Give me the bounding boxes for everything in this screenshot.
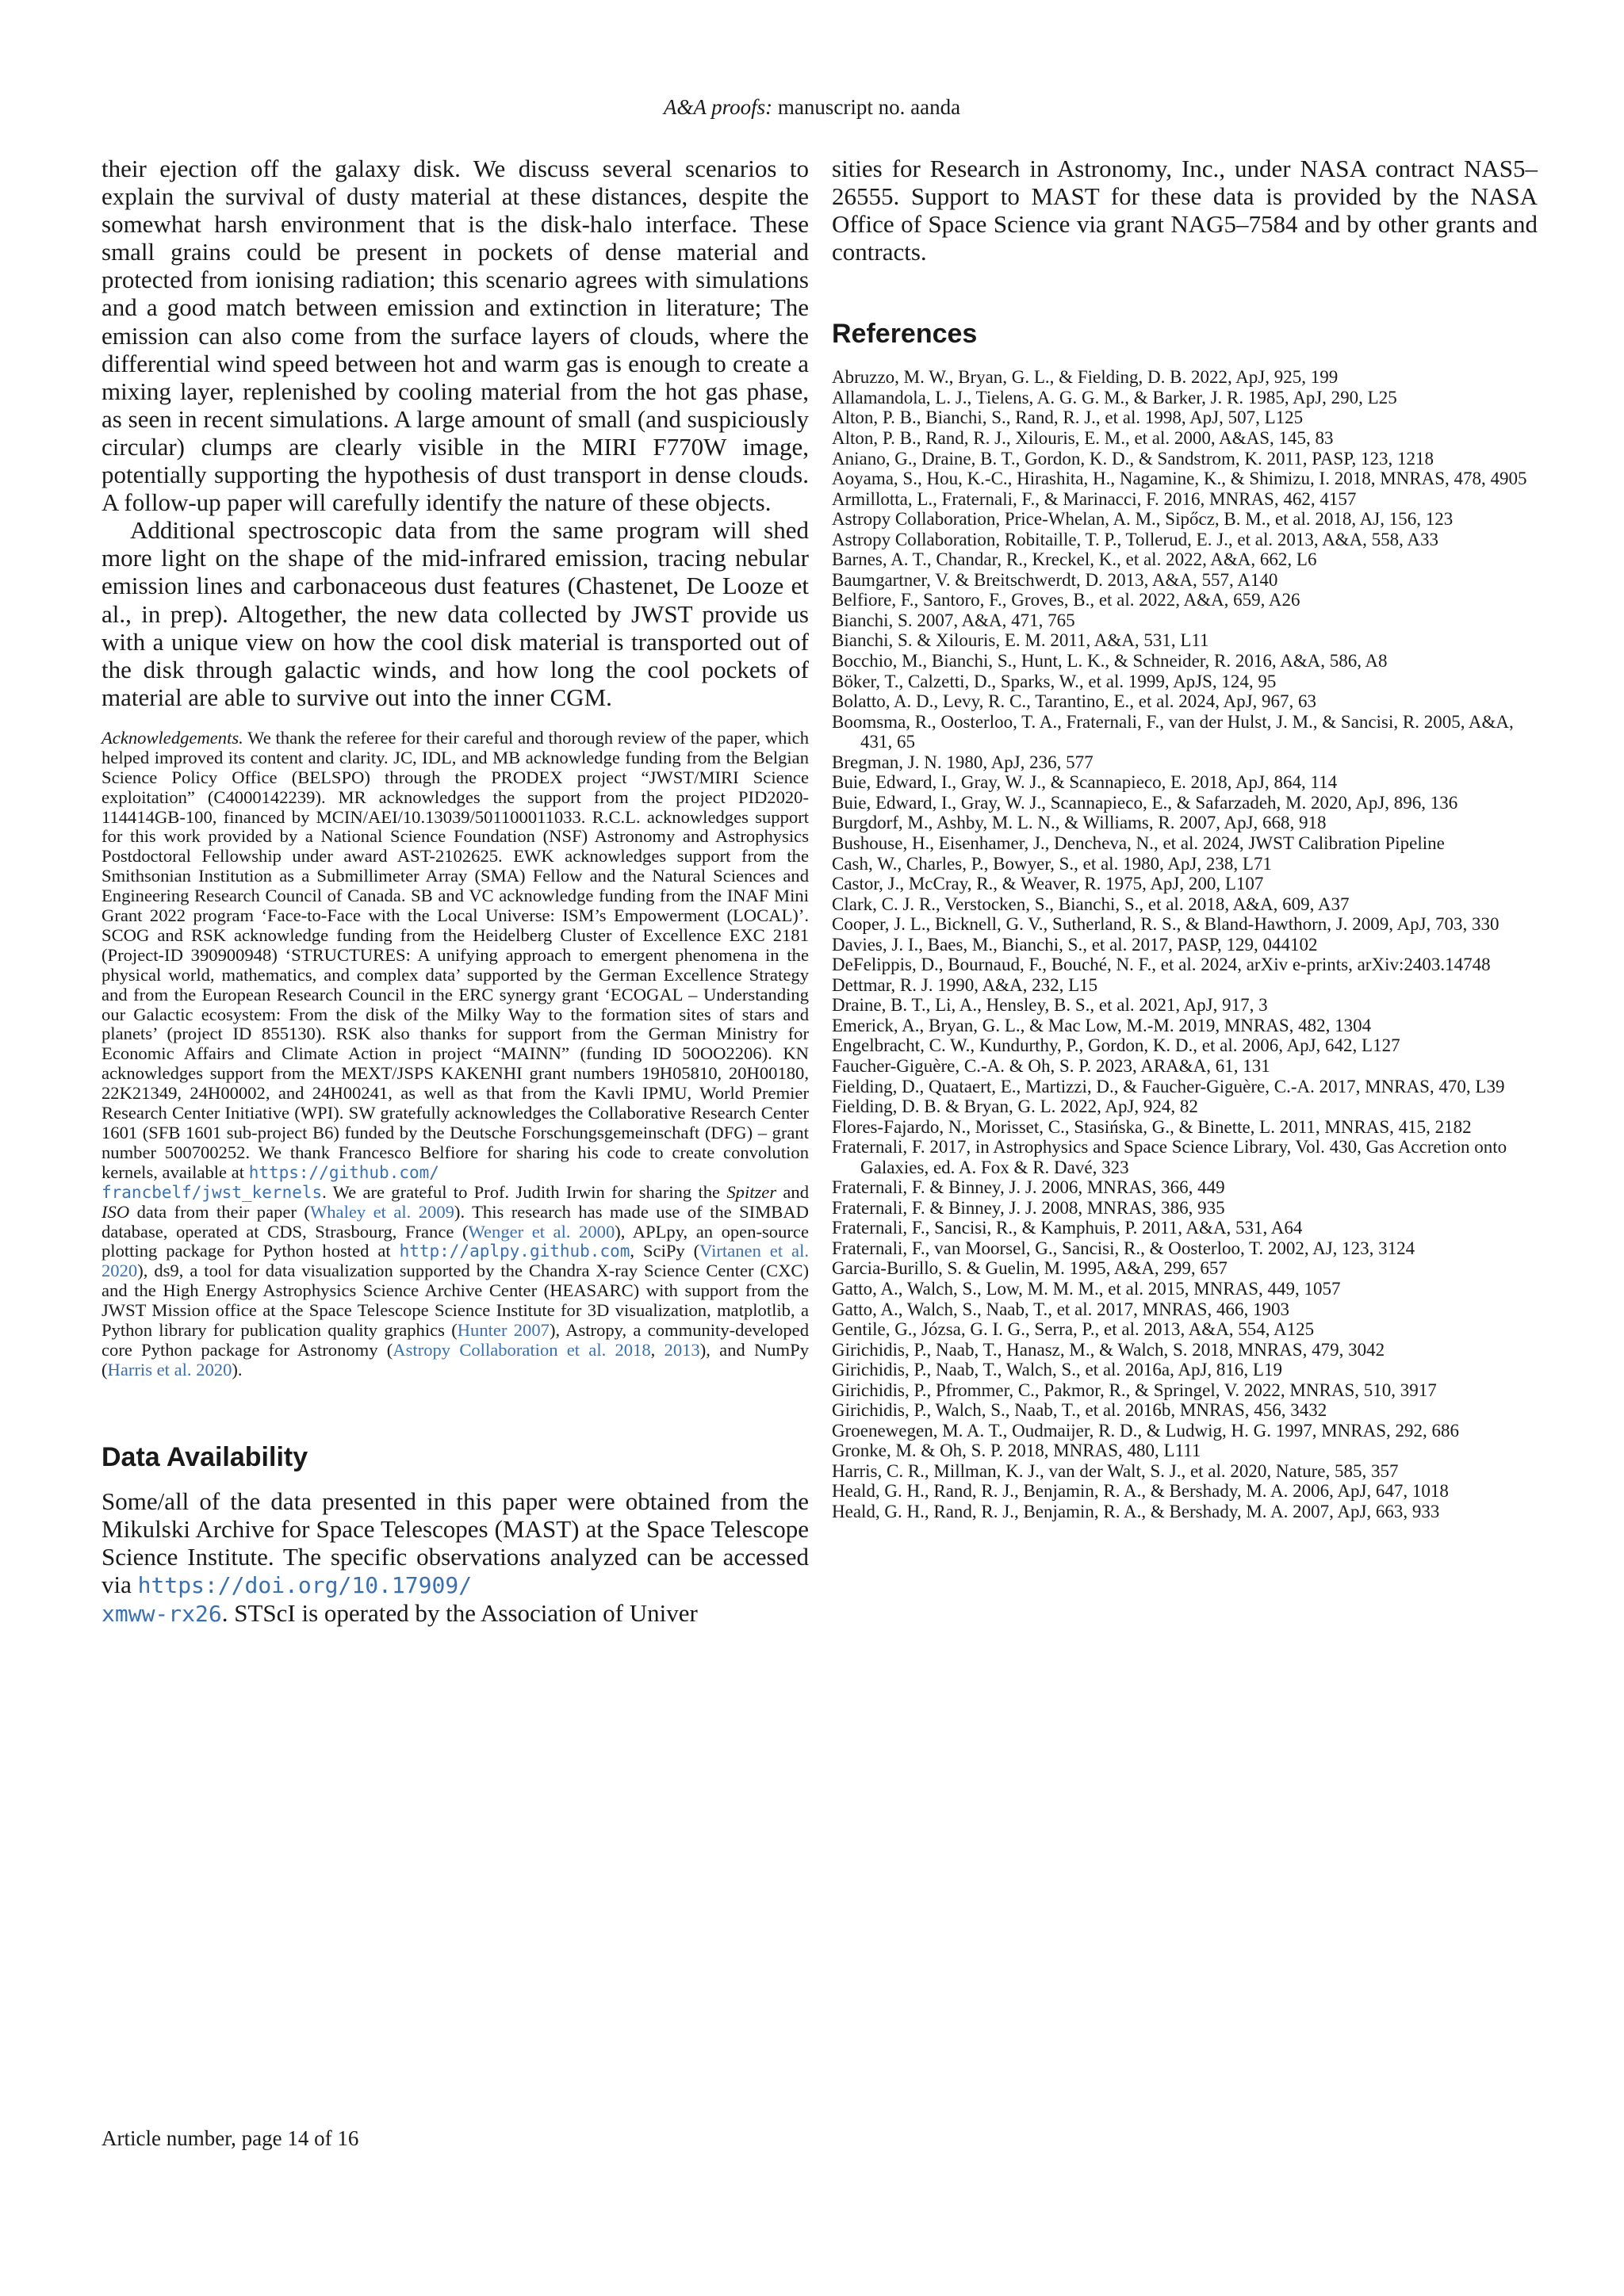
kernels-link[interactable]: https://github.com/ francbelf/jwst_kernels — [102, 1162, 439, 1202]
ack-text-1: We thank the referee for their careful and thorough review of the paper, which helped improved its content and clarity. JC, IDL, and MB acknowledge funding from the Belgian Science Policy Office (BELSPO) through the PRODEX project “JWST/MIRI Science exploitation” (C4000142239). MR acknowledges the support from the project PID2020-114414GB-100, financed by MCIN/AEI/10.13039/501100011033. R.C.L. acknowledges support for this work provided by a National Science Foundation (NSF) Astronomy and Astrophysics Postdoctoral Fellowship under award AST-2102625. EWK acknowledges support from the Smithsonian Institution as a Submillimeter Array (SMA) Fellow and the Natural Sciences and Engineering Research Council of Canada. SB and VC acknowledge funding from the INAF Mini Grant 2022 program ‘Face-to-Face with the Local Universe: ISM’s Empowerment (LOCAL)’. SCOG and RSK acknowledge funding from the Heidelberg Cluster of Excellence EXC 2181 (Project-ID 390900948) ‘STRUCTURES: A unifying approach to emergent phenomena in the physical world, mathematics, and complex data’ supported by the German Excellence Strategy and from the European Research Council in the ERC synergy grant ‘ECOGAL – Understanding our Galactic ecosystem: From the disk of the Milky Way to the formation sites of stars and planets’ (project ID 855130). RSK also thanks for support from the German Ministry for Economic Affairs and Climate Action in project “MAINN” (funding ID 50OO2206). KN acknowledges support from the MEXT/JSPS KAKENHI grant numbers 19H05810, 20H00180, 22K21349, 24H00002, and 24H00241, as well as that from the Kavli IPMU, World Premier Research Center Initiative (WPI). SW gratefully acknowledges the Collaborative Research Center 1601 (SFB 1601 sub-project B6) funded by the Deutsche Forschungsgemeinschaft (DFG) – grant number 500700252. We thank Francesco Belfiore for sharing his code to create convolution kernels, available at — [102, 727, 809, 1182]
journal-name: A&A proofs: — [663, 95, 773, 119]
reference-item: Castor, J., McCray, R., & Weaver, R. 1975, ApJ, 200, L107 — [832, 874, 1264, 894]
data-availability-paragraph: Some/all of the data presented in this paper were obtained from the Mikulski Archive for Space Telescopes (MAST) at the Space Telescope Science Institute. The specific observations analyzed can be accessed via https://doi.org/10.17909/ xmww-rx26. STScI is operated by the Association of Univer — [102, 1487, 809, 1628]
reference-item: Gentile, G., Józsa, G. I. G., Serra, P., et al. 2013, A&A, 554, A125 — [832, 1319, 1315, 1340]
ack-text-3: data from their paper ( — [129, 1201, 310, 1222]
reference-item: Fraternali, F. & Binney, J. J. 2006, MNRAS, 366, 449 — [832, 1177, 1225, 1198]
reference-item: Boomsma, R., Oosterloo, T. A., Fraternali, F., van der Hulst, J. M., & Sancisi, R. 2005, A&A, 431, 65 — [832, 711, 1514, 752]
reference-item: Cash, W., Charles, P., Bowyer, S., et al. 1980, ApJ, 238, L71 — [832, 853, 1272, 874]
reference-item: DeFelippis, D., Bournaud, F., Bouché, N. F., et al. 2024, arXiv e-prints, arXiv:2403.14748 — [832, 955, 1491, 975]
reference-item: Buie, Edward, I., Gray, W. J., Scannapieco, E., & Safarzadeh, M. 2020, ApJ, 896, 136 — [832, 792, 1458, 813]
reference-item: Cooper, J. L., Bicknell, G. V., Sutherland, R. S., & Bland-Hawthorn, J. 2009, ApJ, 703, 330 — [832, 914, 1500, 935]
left-column — [102, 155, 809, 1628]
citation-whaley[interactable]: Whaley et al. 2009 — [309, 1201, 454, 1222]
reference-item: Gatto, A., Walch, S., Naab, T., et al. 2017, MNRAS, 466, 1903 — [832, 1299, 1289, 1319]
reference-item: Aniano, G., Draine, B. T., Gordon, K. D., & Sandstrom, K. 2011, PASP, 123, 1218 — [832, 448, 1434, 469]
ack-text-5: ), APLpy, an open-source plotting package for Python hosted at — [102, 1221, 809, 1261]
reference-item: Draine, B. T., Li, A., Hensley, B. S., et al. 2021, ApJ, 917, 3 — [832, 995, 1268, 1016]
reference-item: Bianchi, S. 2007, A&A, 471, 765 — [832, 610, 1075, 630]
citation-harris[interactable]: Harris et al. 2020 — [107, 1359, 232, 1380]
manuscript-label: manuscript no. aanda — [772, 95, 961, 119]
acknowledgements: Acknowledgements. We thank the referee for their careful and thorough review of the paper, which helped improved its content and clarity. JC, IDL, and MB acknowledge funding from the Belgian Science Policy Office (BELSPO) through the PRODEX project “JWST/MIRI Science exploitation” (C4000142239). MR acknowledges the support from the project PID2020-114414GB-100, financed by MCIN/AEI/10.13039/501100011033. R.C.L. acknowledges support for this work provided by a National Science Foundation (NSF) Astronomy and Astrophysics Postdoctoral Fellowship under award AST-2102625. EWK acknowledges support from the Smithsonian Institution as a Submillimeter Array (SMA) Fellow and the Natural Sciences and Engineering Research Council of Canada. SB and VC acknowledge funding from the INAF Mini Grant 2022 program ‘Face-to-Face with the Local Universe: ISM’s Empowerment (LOCAL)’. SCOG and RSK acknowledge funding from the Heidelberg Cluster of Excellence EXC 2181 (Project-ID 390900948) ‘STRUCTURES: A unifying approach to emergent phenomena in the physical world, mathematics, and complex data’ supported by the German Excellence Strategy and from the European Research Council in the ERC synergy grant ‘ECOGAL – Understanding our Galactic ecosystem: From the disk of the Milky Way to the formation sites of stars and planets’ (project ID 855130). RSK also thanks for support from the German Ministry for Economic Affairs and Climate Action in project “MAINN” (funding ID 50OO2206). KN acknowledges support from the MEXT/JSPS KAKENHI grant numbers 19H05810, 20H00180, 22K21349, 24H00002, and 24H00241, as well as that from the Kavli IPMU, World Premier Research Center Initiative (WPI). SW gratefully acknowledges the Collaborative Research Center 1601 (SFB 1601 sub-project B6) funded by the Deutsche Forschungsgemeinschaft (DFG) – grant number 500700252. We thank Francesco Belfiore for sharing his code to create convolution kernels, available at https://github.com/ francbelf/jwst_kernels. We are grateful to Prof. Judith Irwin for sharing the Spitzer and ISO data from their paper (Whaley et al. 2009). This research has made use of the SIMBAD database, operated at CDS, Strasbourg, France (Wenger et al. 2000), APLpy, an open-source plotting package for Python hosted at http://aplpy.github.com, SciPy (Virtanen et al. 2020), ds9, a tool for data visualization supported by the Chandra X-ray Science Center (CXC) and the High Energy Astrophysics Science Archive Center (HEASARC) with support from the JWST Mission office at the Space Telescope Science Institute for 3D visualization, matplotlib, a Python library for publication quality graphics (Hunter 2007), Astropy, a community-developed core Python package for Astronomy (Astropy Collaboration et al. 2018, 2013), and NumPy (Harris et al. 2020). — [102, 727, 810, 1380]
reference-item: Clark, C. J. R., Verstocken, S., Bianchi, S., et al. 2018, A&A, 609, A37 — [832, 894, 1350, 914]
reference-item: Abruzzo, M. W., Bryan, G. L., & Fielding, D. B. 2022, ApJ, 925, 199 — [832, 367, 1339, 388]
reference-item: Engelbracht, C. W., Kundurthy, P., Gordon, K. D., et al. 2006, ApJ, 642, L127 — [832, 1035, 1400, 1056]
reference-item: Baumgartner, V. & Breitschwerdt, D. 2013, A&A, 557, A140 — [832, 569, 1278, 590]
ack-text-2: . We are grateful to Prof. Judith Irwin for sharing the — [322, 1181, 727, 1202]
reference-item: Böker, T., Calzetti, D., Sparks, W., et al. 1999, ApJS, 124, 95 — [832, 671, 1277, 691]
acknowledgements-heading: Acknowledgements. — [102, 727, 243, 748]
reference-item: Flores-Fajardo, N., Morisset, C., Stasińska, G., & Binette, L. 2011, MNRAS, 415, 2182 — [832, 1116, 1472, 1137]
reference-item: Emerick, A., Bryan, G. L., & Mac Low, M.-M. 2019, MNRAS, 482, 1304 — [832, 1015, 1372, 1035]
reference-item: Girichidis, P., Naab, T., Walch, S., et al. 2016a, ApJ, 816, L19 — [832, 1360, 1282, 1380]
reference-item: Belfiore, F., Santoro, F., Groves, B., et al. 2022, A&A, 659, A26 — [832, 590, 1300, 610]
reference-item: Fraternali, F. & Binney, J. J. 2008, MNRAS, 386, 935 — [832, 1197, 1225, 1218]
citation-hunter[interactable]: Hunter 2007 — [457, 1320, 550, 1341]
reference-item: Aoyama, S., Hou, K.-C., Hirashita, H., Nagamine, K., & Shimizu, I. 2018, MNRAS, 478, 4905 — [832, 469, 1527, 489]
reference-item: Astropy Collaboration, Robitaille, T. P., Tollerud, E. J., et al. 2013, A&A, 558, A33 — [832, 529, 1439, 549]
reference-item: Dettmar, R. J. 1990, A&A, 232, L15 — [832, 974, 1098, 995]
ack-text-7: ), ds9, a tool for data visualization supported by the Chandra X-ray Science Center (CXC) and the High Energy Astrophysics Science Archive Center (HEASARC) with support from the JWST Mission office at the Space Telescope Science Institute for 3D visualization, matplotlib, a Python library for publication quality graphics ( — [102, 1261, 809, 1341]
references-list — [832, 367, 1538, 1521]
reference-item: Bianchi, S. & Xilouris, E. M. 2011, A&A, 531, L11 — [832, 630, 1209, 651]
reference-item: Gronke, M. & Oh, S. P. 2018, MNRAS, 480, L111 — [832, 1441, 1201, 1461]
reference-item: Burgdorf, M., Ashby, M. L. N., & Williams, R. 2007, ApJ, 668, 918 — [832, 813, 1327, 833]
data-availability-continuation: sities for Research in Astronomy, Inc., under NASA contract NAS5–26555. Support to MAST for these data is provided by the NASA Office of Space Science via grant NAG5–7584 and by other grants and contracts. — [832, 155, 1538, 266]
citation-astropy-2018[interactable]: Astropy Collaboration et al. 2018 — [393, 1339, 651, 1360]
reference-item: Barnes, A. T., Chandar, R., Kreckel, K., et al. 2022, A&A, 662, L6 — [832, 549, 1317, 570]
reference-item: Bolatto, A. D., Levy, R. C., Tarantino, E., et al. 2024, ApJ, 967, 63 — [832, 691, 1317, 712]
references-heading: References — [832, 319, 978, 350]
reference-item: Gatto, A., Walch, S., Low, M. M. M., et al. 2015, MNRAS, 449, 1057 — [832, 1278, 1341, 1299]
reference-item: Allamandola, L. J., Tielens, A. G. G. M., & Barker, J. R. 1985, ApJ, 290, L25 — [832, 387, 1397, 408]
reference-item: Fielding, D. B. & Bryan, G. L. 2022, ApJ, 924, 82 — [832, 1096, 1198, 1117]
reference-item: Heald, G. H., Rand, R. J., Benjamin, R. A., & Bershady, M. A. 2007, ApJ, 663, 933 — [832, 1502, 1440, 1521]
reference-item: Alton, P. B., Rand, R. J., Xilouris, E. M., et al. 2000, A&AS, 145, 83 — [832, 428, 1334, 449]
reference-item: Garcia-Burillo, S. & Guelin, M. 1995, A&A, 299, 657 — [832, 1258, 1228, 1279]
ack-text-10: ). — [232, 1359, 243, 1380]
ack-text-4: ). This research has made use of the SIMBAD database, operated at CDS, Strasbourg, France ( — [102, 1201, 809, 1242]
reference-item: Faucher-Giguère, C.-A. & Oh, S. P. 2023, ARA&A, 61, 131 — [832, 1055, 1270, 1076]
ack-text-9: ), and NumPy ( — [102, 1339, 809, 1380]
reference-item: Fraternali, F., Sancisi, R., & Kamphuis, P. 2011, A&A, 531, A64 — [832, 1218, 1303, 1238]
reference-item: Fraternali, F. 2017, in Astrophysics and Space Science Library, Vol. 430, Gas Accretion onto Galaxies, ed. A. Fox & R. Davé, 323 — [832, 1137, 1507, 1177]
reference-item: Girichidis, P., Pfrommer, C., Pakmor, R., & Springel, V. 2022, MNRAS, 510, 3917 — [832, 1380, 1437, 1400]
citation-virtanen[interactable]: Virtanen et al. 2020 — [102, 1241, 809, 1281]
ack-text-8: ), Astropy, a community-developed core Python package for Astronomy ( — [102, 1320, 810, 1360]
reference-item: Fraternali, F., van Moorsel, G., Sancisi, R., & Oosterloo, T. 2002, AJ, 123, 3124 — [832, 1238, 1415, 1258]
reference-item: Fielding, D., Quataert, E., Martizzi, D., & Faucher-Giguère, C.-A. 2017, MNRAS, 470, L39 — [832, 1076, 1505, 1096]
reference-item: Bocchio, M., Bianchi, S., Hunt, L. K., & Schneider, R. 2016, A&A, 586, A8 — [832, 651, 1388, 672]
reference-item: Girichidis, P., Walch, S., Naab, T., et al. 2016b, MNRAS, 456, 3432 — [832, 1400, 1327, 1421]
aplpy-link[interactable]: http://aplpy.github.com — [399, 1242, 630, 1261]
reference-item: Buie, Edward, I., Gray, W. J., & Scannapieco, E. 2018, ApJ, 864, 114 — [832, 772, 1338, 793]
spitzer-label: Spitzer — [726, 1181, 777, 1202]
conclusion-paragraph-1: their ejection off the galaxy disk. We discuss several scenarios to explain the survival of dusty material at these distances, despite the somewhat harsh environment that is the disk-halo interface. These small grains could be present in pockets of dense material and protected from ionising radiation; this scenario agrees with simulations and a good match between emission and extinction in literature; The emission can also come from the surface layers of clouds, where the differential wind speed between hot and warm gas is enough to create a mixing layer, replenished by cooling material from the hot gas phase, as seen in recent simulations. A large amount of small (and suspiciously circular) clumps are clearly visible in the MIRI F770W image, potentially supporting the hypothesis of dust transport in dense clouds. A follow-up paper will carefully identify the nature of these objects. — [102, 155, 809, 517]
data-availability-heading: Data Availability — [102, 1441, 308, 1472]
citation-astropy-2013[interactable]: 2013 — [664, 1339, 700, 1360]
citation-wenger[interactable]: Wenger et al. 2000 — [468, 1221, 615, 1242]
reference-item: Groenewegen, M. A. T., Oudmaijer, R. D., & Ludwig, H. G. 1997, MNRAS, 292, 686 — [832, 1420, 1460, 1441]
reference-item: Armillotta, L., Fraternali, F., & Marinacci, F. 2016, MNRAS, 462, 4157 — [832, 488, 1357, 509]
reference-item: Heald, G. H., Rand, R. J., Benjamin, R. A., & Bershady, M. A. 2006, ApJ, 647, 1018 — [832, 1481, 1449, 1502]
conclusion-paragraph-2: Additional spectroscopic data from the same program will shed more light on the shape of the mid-infrared emission, tracing nebular emission lines and carbonaceous dust features (Chastenet, De Looze et al., in prep). Altogether, the new data collected by JWST provide us with a unique view on how the cool disk material is transported out of the disk through galactic winds, and how long the cool pockets of material are able to survive out into the inner CGM. — [102, 516, 809, 711]
running-head — [0, 95, 1624, 119]
reference-item: Bregman, J. N. 1980, ApJ, 236, 577 — [832, 752, 1094, 772]
iso-label: ISO — [102, 1201, 130, 1222]
ack-text-6: , SciPy ( — [630, 1241, 700, 1261]
reference-item: Bushouse, H., Eisenhamer, J., Dencheva, N., et al. 2024, JWST Calibration Pipeline — [832, 832, 1445, 853]
reference-item: Alton, P. B., Bianchi, S., Rand, R. J., et al. 1998, ApJ, 507, L125 — [832, 408, 1304, 428]
reference-item: Davies, J. I., Baes, M., Bianchi, S., et al. 2017, PASP, 129, 044102 — [832, 934, 1318, 955]
reference-item: Harris, C. R., Millman, K. J., van der Walt, S. J., et al. 2020, Nature, 585, 357 — [832, 1460, 1399, 1481]
page-footer: Article number, page 14 of 16 — [102, 2126, 359, 2150]
doi-link[interactable]: https://doi.org/10.17909/ xmww-rx26 — [102, 1572, 473, 1628]
right-column — [832, 155, 1538, 1522]
reference-item: Astropy Collaboration, Price-Whelan, A. M., Sipőcz, B. M., et al. 2018, AJ, 156, 123 — [832, 509, 1454, 530]
reference-item: Girichidis, P., Naab, T., Hanasz, M., & Walch, S. 2018, MNRAS, 479, 3042 — [832, 1339, 1385, 1360]
